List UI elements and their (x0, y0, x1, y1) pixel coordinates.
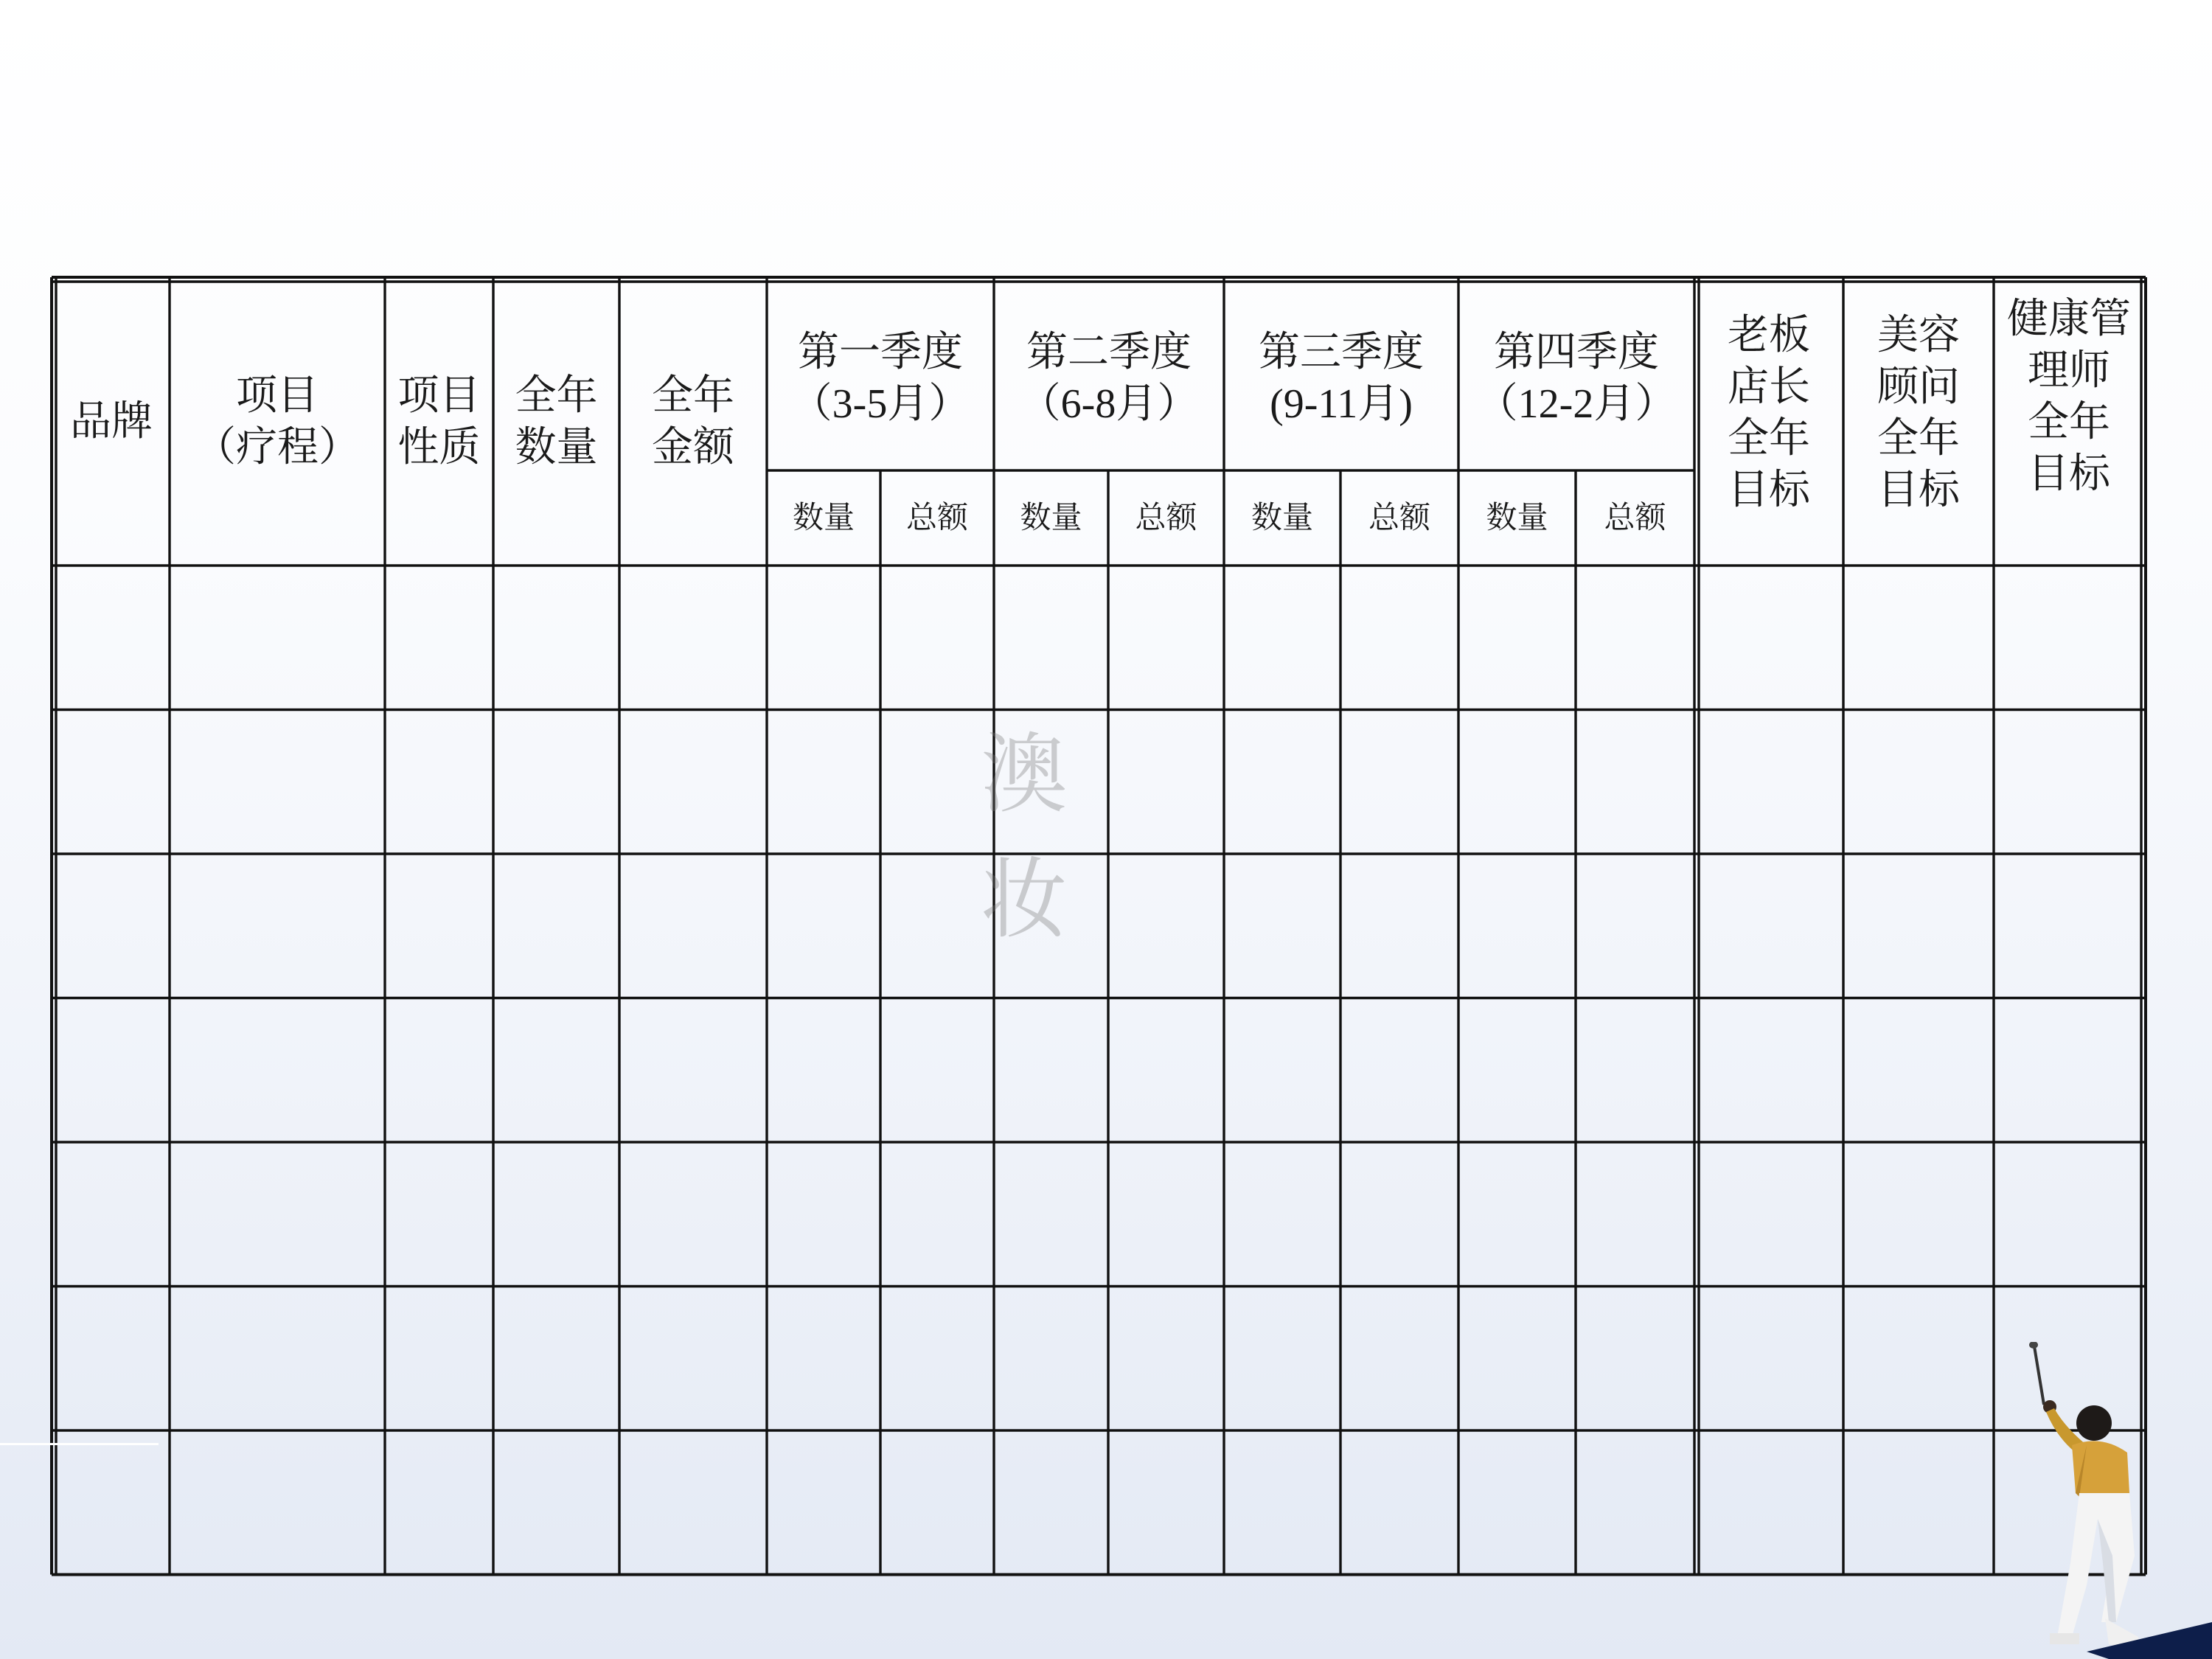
header-brand (53, 279, 170, 565)
table-cell[interactable] (386, 1144, 492, 1285)
table-cell[interactable] (1110, 1432, 1222, 1573)
table-cell[interactable] (386, 855, 492, 997)
table-cell[interactable] (1342, 712, 1457, 853)
table-cell[interactable] (882, 1288, 992, 1430)
header-project-label: 项目 （疗程） (195, 372, 360, 471)
table-cell[interactable] (1995, 1144, 2140, 1285)
header-annual-quantity (493, 279, 619, 565)
subheader-label: 数量 (792, 499, 855, 535)
table-cell[interactable] (1110, 1000, 1222, 1141)
header-health-manager-target (1994, 286, 2144, 507)
table-cell[interactable] (386, 1288, 492, 1430)
subheader-q3-quantity (1224, 470, 1340, 565)
table-cell[interactable] (1845, 1144, 1992, 1285)
table-cell[interactable] (171, 1000, 383, 1141)
table-cell[interactable] (1460, 1288, 1574, 1430)
table-cell[interactable] (1845, 1432, 1992, 1573)
table-cell[interactable] (882, 1144, 992, 1285)
table-cell[interactable] (882, 855, 992, 997)
header-owner-target-label: 老板 店长 全年 目标 (1728, 311, 1810, 514)
table-cell[interactable] (1845, 567, 1992, 709)
table-cell[interactable] (1225, 1432, 1339, 1573)
header-consultant-target-label: 美容 顾问 全年 目标 (1877, 311, 1960, 514)
table-cell[interactable] (1696, 855, 1842, 997)
table-cell[interactable] (1696, 1144, 1842, 1285)
table-cell[interactable] (995, 1432, 1107, 1573)
table-cell[interactable] (495, 567, 618, 709)
table-cell[interactable] (171, 1288, 383, 1430)
table-cell[interactable] (768, 1432, 879, 1573)
header-quarter-1-label: 第一季度 （3-5月） (790, 330, 970, 427)
table-cell[interactable] (995, 1000, 1107, 1141)
table-cell[interactable] (1577, 567, 1693, 709)
header-brand-label: 品牌 (70, 397, 153, 445)
table-cell[interactable] (621, 567, 765, 709)
table-cell[interactable] (882, 1432, 992, 1573)
table-cell[interactable] (768, 1144, 879, 1285)
table-cell[interactable] (1845, 1000, 1992, 1141)
header-quarter-4-label: 第四季度 （12-2月） (1476, 330, 1677, 427)
table-cell[interactable] (1577, 712, 1693, 853)
table-cell[interactable] (621, 855, 765, 997)
table-cell[interactable] (171, 1144, 383, 1285)
subheader-q4-quantity (1458, 470, 1576, 565)
table-cell[interactable] (1845, 1288, 1992, 1430)
table-cell[interactable] (768, 712, 879, 853)
table-cell[interactable] (495, 1144, 618, 1285)
subheader-label: 总额 (1368, 499, 1430, 535)
table-cell[interactable] (768, 1000, 879, 1141)
table-cell[interactable] (495, 1288, 618, 1430)
header-annual-amount (619, 279, 767, 565)
header-quarter-3 (1224, 286, 1458, 470)
header-project-nature (385, 279, 493, 565)
table-cell[interactable] (1225, 567, 1339, 709)
table-cell[interactable] (1460, 1144, 1574, 1285)
subheader-label: 总额 (1135, 499, 1197, 535)
subheader-label: 总额 (905, 499, 968, 535)
table-cell[interactable] (1995, 1000, 2140, 1141)
table-cell[interactable] (58, 1432, 168, 1573)
subheader-label: 总额 (1604, 499, 1666, 535)
table-cell[interactable] (621, 1288, 765, 1430)
table-cell[interactable] (171, 712, 383, 853)
table-cell[interactable] (1995, 567, 2140, 709)
table-cell[interactable] (1845, 855, 1992, 997)
table-cell[interactable] (495, 1000, 618, 1141)
header-project (170, 279, 385, 565)
header-health-manager-target-label: 健康管 理师 全年 目标 (2007, 295, 2131, 498)
subheader-q3-total (1340, 470, 1458, 565)
table-cell[interactable] (1696, 1000, 1842, 1141)
table-cell[interactable] (995, 1288, 1107, 1430)
table-cell[interactable] (495, 1432, 618, 1573)
subheader-q4-total (1576, 470, 1694, 565)
table-cell[interactable] (171, 567, 383, 709)
table-cell[interactable] (58, 712, 168, 853)
table-cell[interactable] (1225, 1144, 1339, 1285)
table-cell[interactable] (1460, 1000, 1574, 1141)
table-cell[interactable] (1577, 1288, 1693, 1430)
table-cell[interactable] (1577, 1144, 1693, 1285)
table-cell[interactable] (386, 567, 492, 709)
golfer-icon (2006, 1342, 2212, 1659)
header-annual-quantity-label: 全年 数量 (515, 372, 598, 471)
table-cell[interactable] (1342, 1144, 1457, 1285)
table-cell[interactable] (58, 1144, 168, 1285)
table-cell[interactable] (1995, 712, 2140, 853)
table-cell[interactable] (1342, 1432, 1457, 1573)
table-cell[interactable] (386, 712, 492, 853)
header-project-nature-label: 项目 性质 (397, 372, 481, 471)
table-cell[interactable] (1225, 1000, 1339, 1141)
table-cell[interactable] (1577, 1000, 1693, 1141)
table-cell[interactable] (1460, 567, 1574, 709)
table-cell[interactable] (995, 1144, 1107, 1285)
table-cell[interactable] (1696, 1432, 1842, 1573)
table-cell[interactable] (1460, 855, 1574, 997)
subheader-label: 数量 (1486, 499, 1548, 535)
table-cell[interactable] (386, 1432, 492, 1573)
table-cell[interactable] (1577, 855, 1693, 997)
header-owner-target (1694, 302, 1843, 524)
table-cell[interactable] (1225, 1288, 1339, 1430)
table-cell[interactable] (1342, 567, 1457, 709)
header-quarter-3-label: 第三季度 (9-11月) (1259, 330, 1424, 427)
table-cell[interactable] (768, 855, 879, 997)
table-cell[interactable] (1110, 1288, 1222, 1430)
table-cell[interactable] (1845, 712, 1992, 853)
header-quarter-4 (1458, 286, 1694, 470)
table-cell[interactable] (768, 1288, 879, 1430)
header-quarter-2-label: 第二季度 （6-8月） (1019, 330, 1199, 427)
table-cell[interactable] (1110, 1144, 1222, 1285)
header-quarter-1 (767, 286, 994, 470)
table-cell[interactable] (882, 1000, 992, 1141)
header-annual-amount-label: 全年 金额 (652, 372, 734, 471)
table-cell[interactable] (1342, 1000, 1457, 1141)
subheader-label: 数量 (1251, 499, 1313, 535)
table-cell[interactable] (171, 855, 383, 997)
table-cell[interactable] (1995, 855, 2140, 997)
table-cell[interactable] (995, 567, 1107, 709)
decorative-line (0, 1443, 159, 1445)
table-cell[interactable] (495, 855, 618, 997)
table-cell[interactable] (386, 1000, 492, 1141)
table-cell[interactable] (1696, 1288, 1842, 1430)
table-cell[interactable] (621, 1000, 765, 1141)
table-cell[interactable] (621, 712, 765, 853)
table-cell[interactable] (1577, 1432, 1693, 1573)
table-cell[interactable] (58, 567, 168, 709)
subheader-q1-quantity (767, 470, 880, 565)
table-cell[interactable] (1696, 567, 1842, 709)
table-cell[interactable] (1696, 712, 1842, 853)
table-cell[interactable] (1460, 1432, 1574, 1573)
subheader-q2-total (1108, 470, 1224, 565)
header-quarter-2 (994, 286, 1224, 470)
table-cell[interactable] (58, 855, 168, 997)
table-cell[interactable] (1342, 1288, 1457, 1430)
subheader-q1-total (880, 470, 994, 565)
header-consultant-target (1843, 302, 1994, 524)
table-cell[interactable] (495, 712, 618, 853)
table-cell[interactable] (882, 712, 992, 853)
table-cell[interactable] (768, 567, 879, 709)
subheader-label: 数量 (1020, 499, 1082, 535)
watermark: 澳 妆 (981, 723, 1113, 950)
table-cell[interactable] (1460, 712, 1574, 853)
table-cell[interactable] (171, 1432, 383, 1573)
table-cell[interactable] (1110, 567, 1222, 709)
table-cell[interactable] (1342, 855, 1457, 997)
table-cell[interactable] (882, 567, 992, 709)
table-cell[interactable] (58, 1288, 168, 1430)
table-cell[interactable] (621, 1144, 765, 1285)
subheader-q2-quantity (994, 470, 1108, 565)
table-cell[interactable] (58, 1000, 168, 1141)
table-cell[interactable] (621, 1432, 765, 1573)
